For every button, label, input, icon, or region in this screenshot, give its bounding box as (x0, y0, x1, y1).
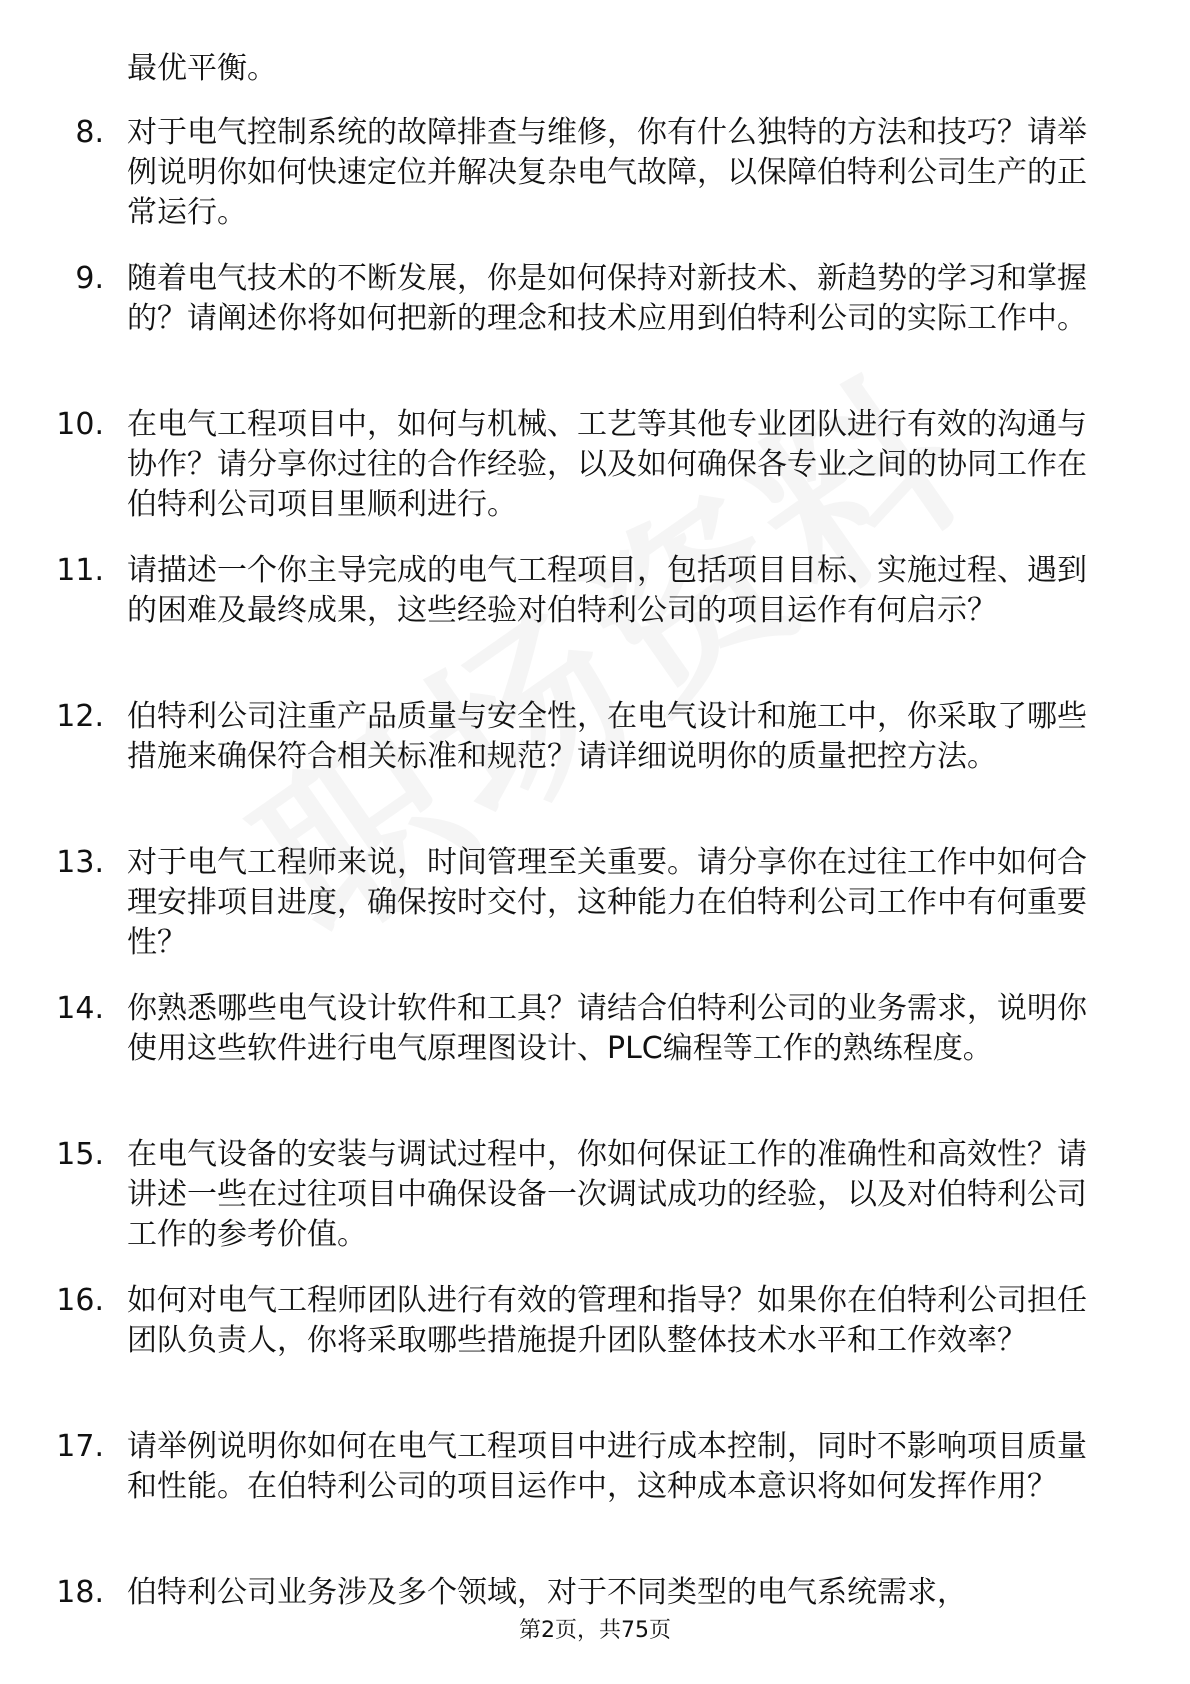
item-number: 16. (56, 1283, 104, 1318)
list-item (0, 405, 1190, 525)
item-number: 10. (56, 407, 104, 442)
item-number: 9. (75, 261, 104, 296)
list-item (0, 551, 1190, 671)
item-number: 13. (56, 845, 104, 880)
list-item (0, 1427, 1190, 1547)
item-number: 17. (56, 1429, 104, 1464)
continuation-text: 最优平衡。 (127, 51, 277, 86)
item-number: 18. (56, 1575, 104, 1610)
item-text: 如何对电气工程师团队进行有效的管理和指导？如果你在伯特利公司担任团队负责人，你将采取哪些措施提升团队整体技术水平和工作效率？ (127, 1283, 1087, 1358)
item-text: 在电气工程项目中，如何与机械、工艺等其他专业团队进行有效的沟通与协作？请分享你过往的合作经验，以及如何确保各专业之间的协同工作在伯特利公司项目里顺利进行。 (127, 407, 1087, 522)
item-text: 在电气设备的安装与调试过程中，你如何保证工作的准确性和高效性？请讲述一些在过往项目中确保设备一次调试成功的经验，以及对伯特利公司工作的参考价值。 (127, 1137, 1087, 1252)
page-footer: 第2页，共75页 (519, 1618, 671, 1643)
item-text: 伯特利公司注重产品质量与安全性，在电气设计和施工中，你采取了哪些措施来确保符合相关标准和规范？请详细说明你的质量把控方法。 (127, 699, 1087, 774)
list-item (0, 1135, 1190, 1255)
item-number: 12. (56, 699, 104, 734)
question-list (0, 113, 1190, 1639)
list-item (0, 259, 1190, 379)
list-item (0, 1281, 1190, 1401)
item-text: 对于电气工程师来说，时间管理至关重要。请分享你在过往工作中如何合理安排项目进度，确保按时交付，这种能力在伯特利公司工作中有何重要性？ (127, 845, 1087, 960)
item-number: 8. (75, 115, 104, 150)
item-text: 你熟悉哪些电气设计软件和工具？请结合伯特利公司的业务需求，说明你使用这些软件进行电气原理图设计、PLC编程等工作的熟练程度。 (127, 991, 1087, 1066)
item-text: 请描述一个你主导完成的电气工程项目，包括项目目标、实施过程、遇到的困难及最终成果，这些经验对伯特利公司的项目运作有何启示？ (127, 553, 1087, 628)
item-text: 对于电气控制系统的故障排查与维修，你有什么独特的方法和技巧？请举例说明你如何快速定位并解决复杂电气故障，以保障伯特利公司生产的正常运行。 (127, 115, 1087, 230)
list-item (0, 113, 1190, 233)
list-item (0, 989, 1190, 1109)
item-number: 14. (56, 991, 104, 1026)
list-item (0, 1573, 1190, 1613)
list-item (0, 697, 1190, 817)
item-number: 11. (56, 553, 104, 588)
item-text: 请举例说明你如何在电气工程项目中进行成本控制，同时不影响项目质量和性能。在伯特利公司的项目运作中，这种成本意识将如何发挥作用？ (127, 1429, 1087, 1504)
item-text: 伯特利公司业务涉及多个领域，对于不同类型的电气系统需求， (127, 1575, 967, 1610)
item-number: 15. (56, 1137, 104, 1172)
item-text: 随着电气技术的不断发展，你是如何保持对新技术、新趋势的学习和掌握的？请阐述你将如何把新的理念和技术应用到伯特利公司的实际工作中。 (127, 261, 1087, 336)
list-item (0, 843, 1190, 963)
